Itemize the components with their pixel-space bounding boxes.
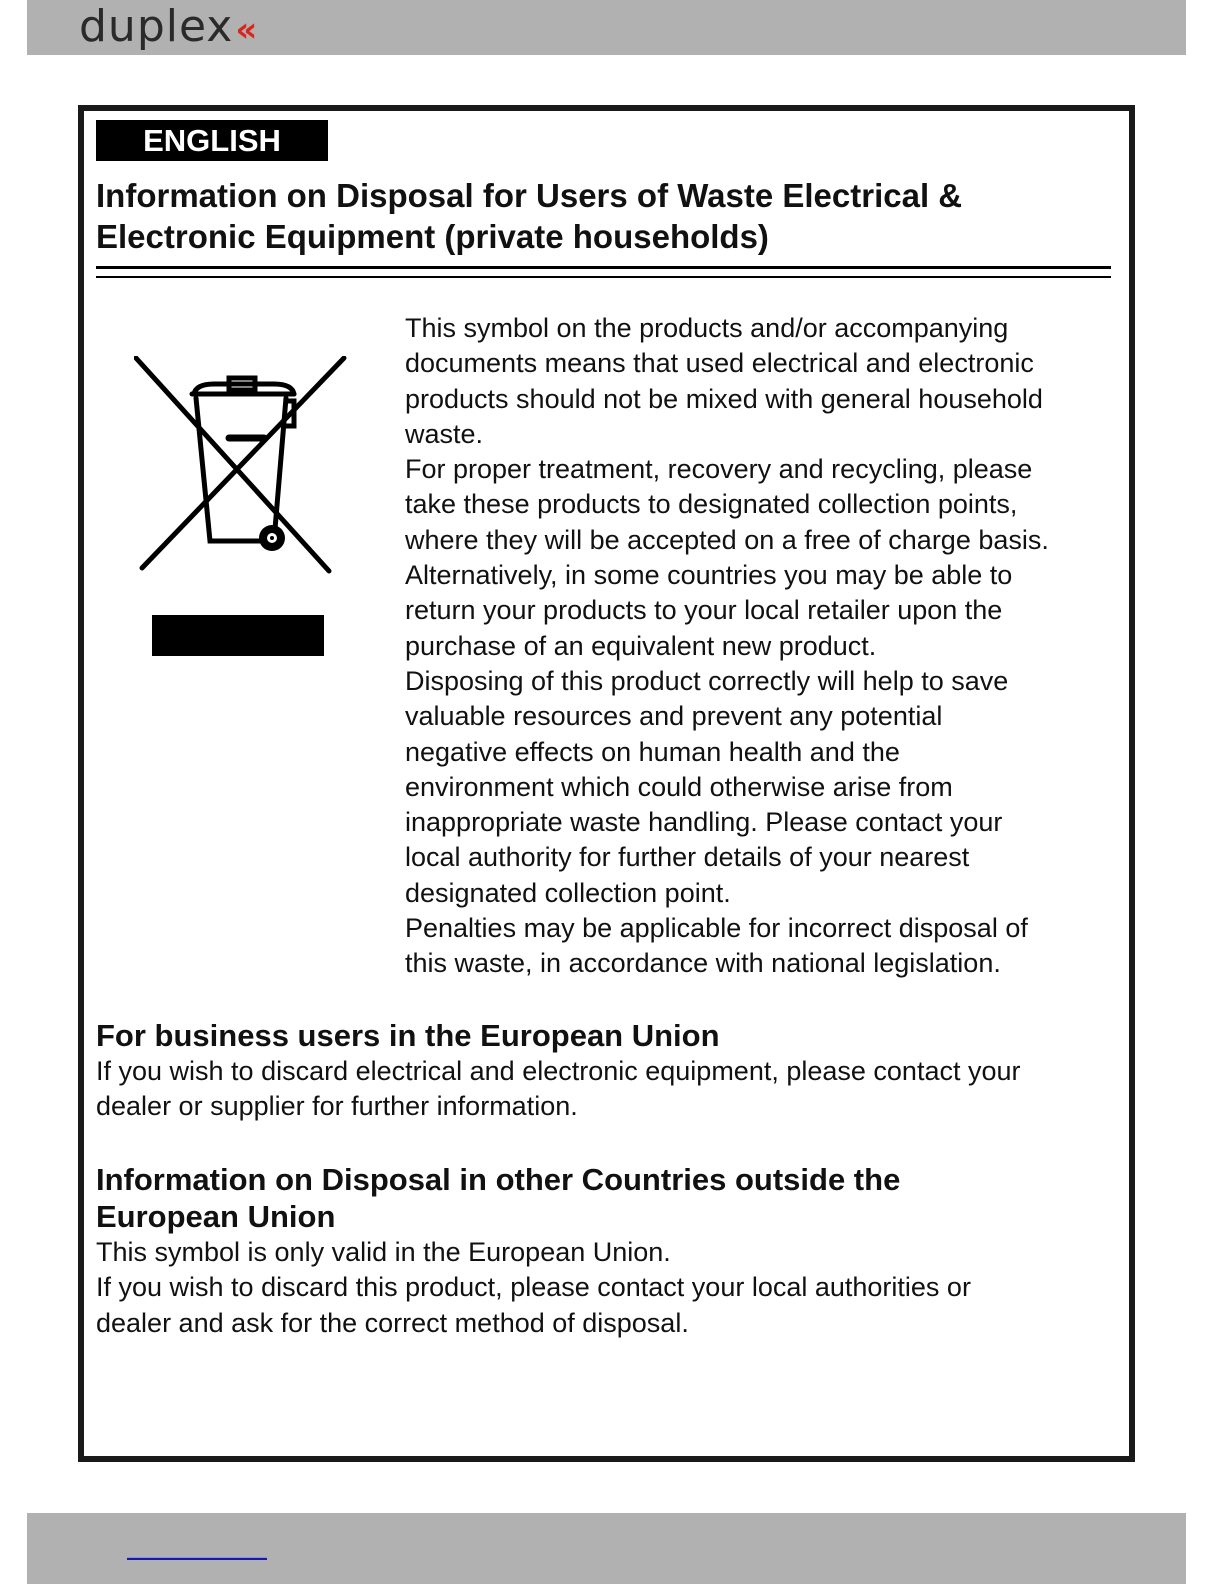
text-line: This symbol is only valid in the European Union.: [96, 1237, 671, 1267]
text-line: return your products to your local retailer upon the: [405, 595, 1003, 626]
text-line: This symbol on the products and/or accompanying: [405, 313, 1009, 343]
divider: [96, 266, 1111, 269]
section-heading: For business users in the European Union: [96, 1018, 720, 1053]
notice-title: [96, 175, 1106, 257]
text-line: dealer or supplier for further information.: [96, 1091, 578, 1122]
weee-notice-box: [78, 105, 1135, 1462]
text-line: dealer and ask for the correct method of disposal.: [96, 1307, 689, 1338]
logo-chevron-icon: «: [235, 10, 250, 50]
heading-line: Information on Disposal in other Countries outside the: [96, 1162, 901, 1197]
text-line: negative effects on human health and the: [405, 736, 900, 767]
text-line: inappropriate waste handling. Please contact your: [405, 807, 1003, 838]
text-line: designated collection point.: [405, 877, 731, 908]
text-line: For proper treatment, recovery and recycling, please: [405, 454, 1033, 485]
text-line: waste.: [405, 418, 484, 449]
outside-eu-section: [96, 1161, 971, 1341]
page-footer: [27, 1513, 1186, 1584]
text-line: documents means that used electrical and electronic: [405, 348, 1034, 379]
text-line: purchase of an equivalent new product.: [405, 630, 877, 661]
text-line: this waste, in accordance with national legislation.: [405, 948, 1001, 979]
disposal-info-text: [405, 311, 1049, 982]
text-line: If you wish to discard electrical and electronic equipment, please contact your: [96, 1056, 1021, 1086]
text-line: If you wish to discard this product, please contact your local authorities or: [96, 1272, 971, 1303]
text-line: local authority for further details of your nearest: [405, 842, 970, 873]
title-line: Electronic Equipment (private households): [96, 218, 769, 255]
crossed-out-wheelie-bin-icon: [134, 356, 349, 581]
language-label: ENGLISH: [96, 120, 328, 161]
section-heading: [96, 1161, 971, 1235]
duplex-logo: [79, 2, 249, 55]
page-header: [27, 0, 1186, 55]
heading-line: European Union: [96, 1199, 336, 1234]
text-line: Penalties may be applicable for incorrect disposal of: [405, 913, 1028, 944]
logo-text: duplex: [79, 1, 234, 52]
text-line: valuable resources and prevent any potential: [405, 701, 943, 732]
footer-link[interactable]: [127, 1558, 267, 1560]
text-line: Alternatively, in some countries you may be able to: [405, 560, 1013, 591]
date-mark-bar: [152, 615, 324, 656]
text-line: take these products to designated collection points,: [405, 489, 1018, 520]
text-line: Disposing of this product correctly will help to save: [405, 665, 1009, 696]
business-users-section: [96, 1017, 1021, 1125]
text-line: products should not be mixed with general household: [405, 383, 1043, 414]
text-line: environment which could otherwise arise from: [405, 771, 953, 802]
divider: [96, 276, 1111, 278]
text-line: where they will be accepted on a free of charge basis.: [405, 524, 1049, 555]
title-line: Information on Disposal for Users of Waste Electrical &: [96, 177, 963, 214]
